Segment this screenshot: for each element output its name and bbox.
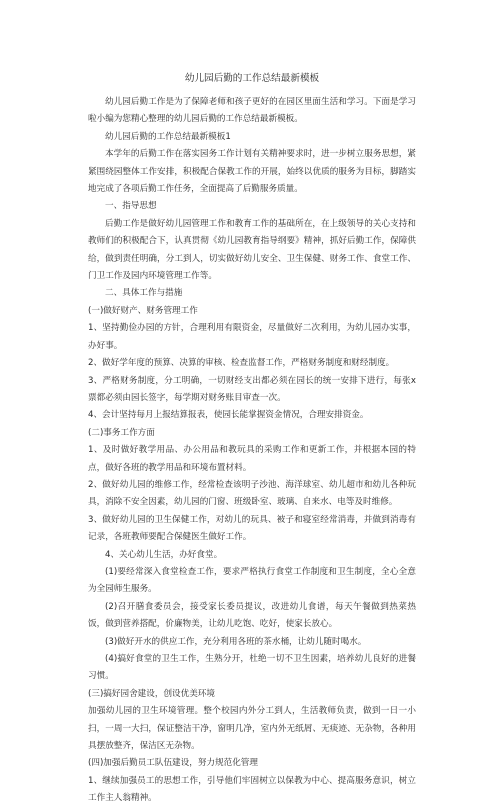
list-item-affairs-1: 1、及时做好教学用品、办公用品和教玩具的采购工作和更新工作，并根据本园的特点，做好各班的教学用品和环境布置材料。 xyxy=(88,445,416,473)
list-item-staff-1: 1、继续加强员工的思想工作，引导他们牢固树立以保教为中心、提高服务意识，树立工作主人翁精神。 xyxy=(88,775,416,804)
paragraph-intro: 幼儿园后勤工作是为了保障老师和孩子更好的在园区里面生活和学习。下面是学习啦小编为您精心整理的幼儿园后勤的工作总结最新模板。 xyxy=(88,97,416,125)
list-item-finance-3: 3、严格财务制度，分工明确，一切财经支出都必须在园长的统一安排下进行，每张x票都必须由园长签字，每学期对财务账目审查一次。 xyxy=(88,375,416,403)
list-item-canteen-2: (2)召开膳食委员会，接受家长委员提议，改进幼儿食谱，每天午餐做到热菜热饭，做到营养搭配，价廉物美，让幼儿吃饱、吃好，使家长放心。 xyxy=(88,601,416,630)
list-item-canteen-1: (1)要经常深入食堂检查工作，要求严格执行食堂工作制度和卫生制度，全心全意为全园师生服务。 xyxy=(88,566,416,595)
paragraph-guiding-ideology: 后勤工作是做好幼儿园管理工作和教育工作的基础所在，在上级领导的关心支持和教师们的积极配合下，认真贯彻《幼儿园教育指导纲要》精神，抓好后勤工作，保障供给，做到责任明确，分工到人，切实做好幼儿安全、卫生保健、财务工作、食堂工作、门卫工作及园内环境管理工作等。 xyxy=(88,218,416,282)
paragraph-template-heading: 幼儿园后勤的工作总结最新模板1 xyxy=(105,131,231,142)
section-heading-guiding-ideology: 一、指导思想 xyxy=(105,201,157,212)
list-item-affairs-4: 4、关心幼儿生活，办好食堂。 xyxy=(105,549,223,560)
section-heading-measures: 二、具体工作与措施 xyxy=(105,288,183,299)
paragraph-overview: 本学年的后勤工作在落实园务工作计划有关精神要求时，进一步树立服务思想，紧紧围绕园整体工作安排，积极配合保教工作的开展，始终以优质的服务为目标，脚踏实地完成了各项后勤工作任务，全面提高了后勤服务质量。 xyxy=(88,149,416,195)
list-item-finance-1: 1、坚持勤俭办园的方针，合理利用有限资金，尽量做好二次利用，为幼儿园办实事，办好事。 xyxy=(88,323,416,351)
list-item-finance-4: 4、会计坚持每月上报结算报表，使园长能掌握资金情况，合理安排资金。 xyxy=(88,410,369,421)
document-body xyxy=(88,94,416,808)
list-item-affairs-3: 3、做好幼儿园的卫生保健工作，对幼儿的玩具、被子和寝室经常消毒，并做到消毒有记录，各班教师要配合保健医生做好工作。 xyxy=(88,514,416,543)
document-title: 幼儿园后勤的工作总结最新模板 xyxy=(184,73,320,84)
list-item-affairs-2: 2、做好幼儿园的维修工作，经常检查该明子沙池、海洋球室、幼儿超市和幼儿各种玩具，消除不安全因素，幼儿园的门窗、班级卧室、玻璃、自来水、电等及时维修。 xyxy=(88,479,416,508)
subheading-affairs: (二)事务工作方面 xyxy=(88,427,155,438)
paragraph-environment: 加强幼儿园的卫生环境管理。整个校园内外分工到人，生活教师负责，做到一日一小扫，一周一大扫，保证整洁干净，窗明几净，室内外无纸屑、无痰迹、无杂物，各种用具摆放整齐，保洁区无杂物。 xyxy=(88,706,416,752)
subheading-staff: (四)加强后勤员工队伍建设，努力规范化管理 xyxy=(88,758,258,769)
subheading-environment: (三)搞好园舍建设，创设优美环境 xyxy=(88,688,216,699)
list-item-finance-2: 2、做好学年度的预算、决算的审核、检查监督工作，严格财务制度和财经制度。 xyxy=(88,358,395,369)
list-item-canteen-4: (4)搞好食堂的卫生工作，生熟分开，杜绝一切不卫生因素，培养幼儿良好的进餐习惯。 xyxy=(88,654,416,682)
subheading-finance: (一)做好财产、财务管理工作 xyxy=(88,305,198,316)
list-item-canteen-3: (3)做好开水的供应工作，充分利用各班的茶水桶，让幼儿随时喝水。 xyxy=(105,636,367,647)
